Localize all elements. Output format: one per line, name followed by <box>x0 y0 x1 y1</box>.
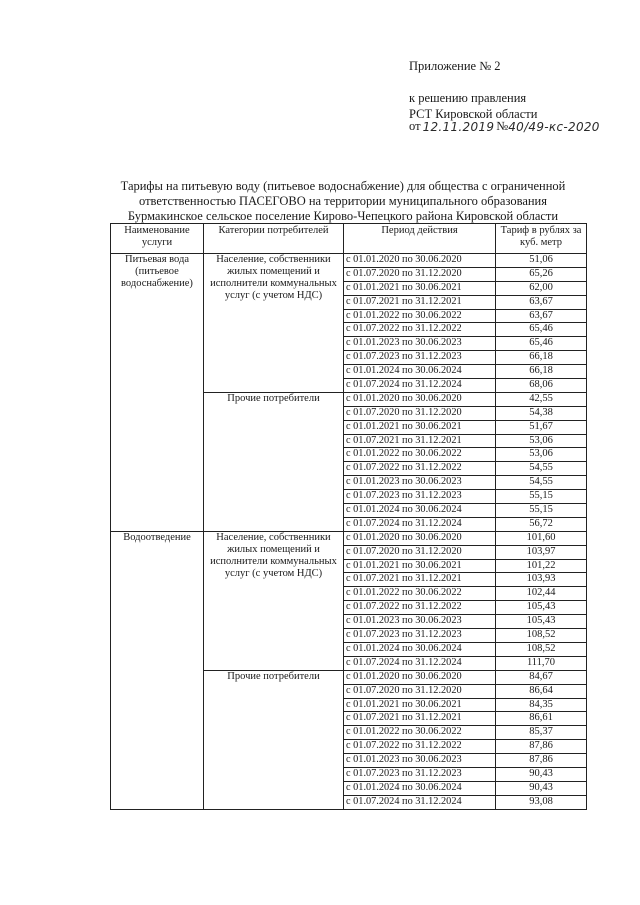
rate-cell: 53,06 <box>496 434 587 448</box>
consumer-category-cell: Население, собственники жилых помещений и исполнители коммунальных услуг (с учетом НДС) <box>204 531 344 670</box>
period-cell: с 01.01.2020 по 30.06.2020 <box>344 670 496 684</box>
period-cell: с 01.07.2024 по 31.12.2024 <box>344 795 496 809</box>
header-category: Категории потребителей <box>204 224 344 254</box>
period-cell: с 01.01.2022 по 30.06.2022 <box>344 448 496 462</box>
rate-cell: 84,67 <box>496 670 587 684</box>
consumer-category-cell: Прочие потребители <box>204 392 344 531</box>
period-cell: с 01.01.2021 по 30.06.2021 <box>344 698 496 712</box>
table-row <box>111 531 587 545</box>
period-cell: с 01.07.2023 по 31.12.2023 <box>344 490 496 504</box>
period-cell: с 01.01.2022 по 30.06.2022 <box>344 587 496 601</box>
period-cell: с 01.07.2021 по 31.12.2021 <box>344 295 496 309</box>
period-cell: с 01.07.2022 по 31.12.2022 <box>344 740 496 754</box>
rate-cell: 65,46 <box>496 323 587 337</box>
period-cell: с 01.01.2023 по 30.06.2023 <box>344 615 496 629</box>
rate-cell: 102,44 <box>496 587 587 601</box>
period-cell: с 01.07.2021 по 31.12.2021 <box>344 573 496 587</box>
appendix-number: Приложение № 2 <box>409 59 501 73</box>
rate-cell: 86,61 <box>496 712 587 726</box>
rate-cell: 105,43 <box>496 601 587 615</box>
period-cell: с 01.07.2020 по 31.12.2020 <box>344 267 496 281</box>
table-row <box>111 254 587 268</box>
period-cell: с 01.01.2023 по 30.06.2023 <box>344 337 496 351</box>
period-cell: с 01.01.2024 по 30.06.2024 <box>344 365 496 379</box>
period-cell: с 01.07.2023 по 31.12.2023 <box>344 767 496 781</box>
period-cell: с 01.01.2020 по 30.06.2020 <box>344 531 496 545</box>
handwritten-number: 40/49-кс-2020 <box>508 120 600 134</box>
period-cell: с 01.01.2021 по 30.06.2021 <box>344 281 496 295</box>
rate-cell: 85,37 <box>496 726 587 740</box>
rate-cell: 111,70 <box>496 656 587 670</box>
period-cell: с 01.07.2020 по 31.12.2020 <box>344 545 496 559</box>
title-line: Тарифы на питьевую воду (питьевое водоснабжение) для общества с ограниченной <box>120 179 566 193</box>
tariffs-table <box>110 223 587 810</box>
period-cell: с 01.07.2020 по 31.12.2020 <box>344 406 496 420</box>
date-prefix: от <box>409 119 421 133</box>
period-cell: с 01.01.2024 по 30.06.2024 <box>344 781 496 795</box>
period-cell: с 01.07.2022 по 31.12.2022 <box>344 601 496 615</box>
rate-cell: 87,86 <box>496 754 587 768</box>
rate-cell: 55,15 <box>496 490 587 504</box>
period-cell: с 01.07.2024 по 31.12.2024 <box>344 379 496 393</box>
header-service: Наименование услуги <box>111 224 204 254</box>
period-cell: с 01.07.2021 по 31.12.2021 <box>344 434 496 448</box>
handwritten-date: 12.11.2019 <box>422 120 495 134</box>
rate-cell: 54,38 <box>496 406 587 420</box>
period-cell: с 01.01.2021 по 30.06.2021 <box>344 420 496 434</box>
document-title <box>108 179 578 224</box>
period-cell: с 01.01.2022 по 30.06.2022 <box>344 726 496 740</box>
title-line: Бурмакинское сельское поселение Кирово-Чепецкого района Кировской области <box>127 209 559 223</box>
rate-cell: 68,06 <box>496 379 587 393</box>
appendix-date-number-line <box>409 118 600 134</box>
rate-cell: 55,15 <box>496 504 587 518</box>
rate-cell: 108,52 <box>496 629 587 643</box>
table-header-row <box>111 224 587 254</box>
rate-cell: 108,52 <box>496 642 587 656</box>
period-cell: с 01.01.2023 по 30.06.2023 <box>344 476 496 490</box>
service-name-cell: Питьевая вода (питьевое водоснабжение) <box>111 254 204 532</box>
rate-cell: 105,43 <box>496 615 587 629</box>
rate-cell: 93,08 <box>496 795 587 809</box>
rate-cell: 66,18 <box>496 351 587 365</box>
appendix-decision-line: к решению правления <box>409 91 527 105</box>
consumer-category-cell: Население, собственники жилых помещений и исполнители коммунальных услуг (с учетом НДС) <box>204 254 344 393</box>
period-cell: с 01.01.2022 по 30.06.2022 <box>344 309 496 323</box>
table-body <box>111 254 587 810</box>
rate-cell: 84,35 <box>496 698 587 712</box>
rate-cell: 90,43 <box>496 767 587 781</box>
rate-cell: 42,55 <box>496 392 587 406</box>
rate-cell: 103,93 <box>496 573 587 587</box>
period-cell: с 01.07.2024 по 31.12.2024 <box>344 656 496 670</box>
appendix-authority-line: РСТ Кировской области <box>409 107 538 121</box>
rate-cell: 54,55 <box>496 462 587 476</box>
period-cell: с 01.01.2023 по 30.06.2023 <box>344 754 496 768</box>
period-cell: с 01.07.2022 по 31.12.2022 <box>344 323 496 337</box>
period-cell: с 01.07.2024 по 31.12.2024 <box>344 517 496 531</box>
rate-cell: 65,46 <box>496 337 587 351</box>
rate-cell: 62,00 <box>496 281 587 295</box>
rate-cell: 54,55 <box>496 476 587 490</box>
rate-cell: 87,86 <box>496 740 587 754</box>
period-cell: с 01.01.2024 по 30.06.2024 <box>344 504 496 518</box>
service-name-cell: Водоотведение <box>111 531 204 809</box>
period-cell: с 01.01.2020 по 30.06.2020 <box>344 392 496 406</box>
period-cell: с 01.07.2021 по 31.12.2021 <box>344 712 496 726</box>
header-period: Период действия <box>344 224 496 254</box>
rate-cell: 65,26 <box>496 267 587 281</box>
title-line: ответственностью ПАСЕГОВО на территории муниципального образования <box>138 194 547 208</box>
rate-cell: 101,60 <box>496 531 587 545</box>
header-rate: Тариф в рублях за куб. метр <box>496 224 587 254</box>
rate-cell: 86,64 <box>496 684 587 698</box>
period-cell: с 01.07.2020 по 31.12.2020 <box>344 684 496 698</box>
period-cell: с 01.07.2023 по 31.12.2023 <box>344 629 496 643</box>
consumer-category-cell: Прочие потребители <box>204 670 344 809</box>
rate-cell: 66,18 <box>496 365 587 379</box>
period-cell: с 01.01.2024 по 30.06.2024 <box>344 642 496 656</box>
rate-cell: 56,72 <box>496 517 587 531</box>
period-cell: с 01.07.2022 по 31.12.2022 <box>344 462 496 476</box>
rate-cell: 101,22 <box>496 559 587 573</box>
rate-cell: 90,43 <box>496 781 587 795</box>
rate-cell: 63,67 <box>496 295 587 309</box>
period-cell: с 01.01.2021 по 30.06.2021 <box>344 559 496 573</box>
period-cell: с 01.01.2020 по 30.06.2020 <box>344 254 496 268</box>
period-cell: с 01.07.2023 по 31.12.2023 <box>344 351 496 365</box>
rate-cell: 63,67 <box>496 309 587 323</box>
rate-cell: 51,06 <box>496 254 587 268</box>
rate-cell: 103,97 <box>496 545 587 559</box>
rate-cell: 51,67 <box>496 420 587 434</box>
rate-cell: 53,06 <box>496 448 587 462</box>
number-prefix: № <box>496 119 509 133</box>
